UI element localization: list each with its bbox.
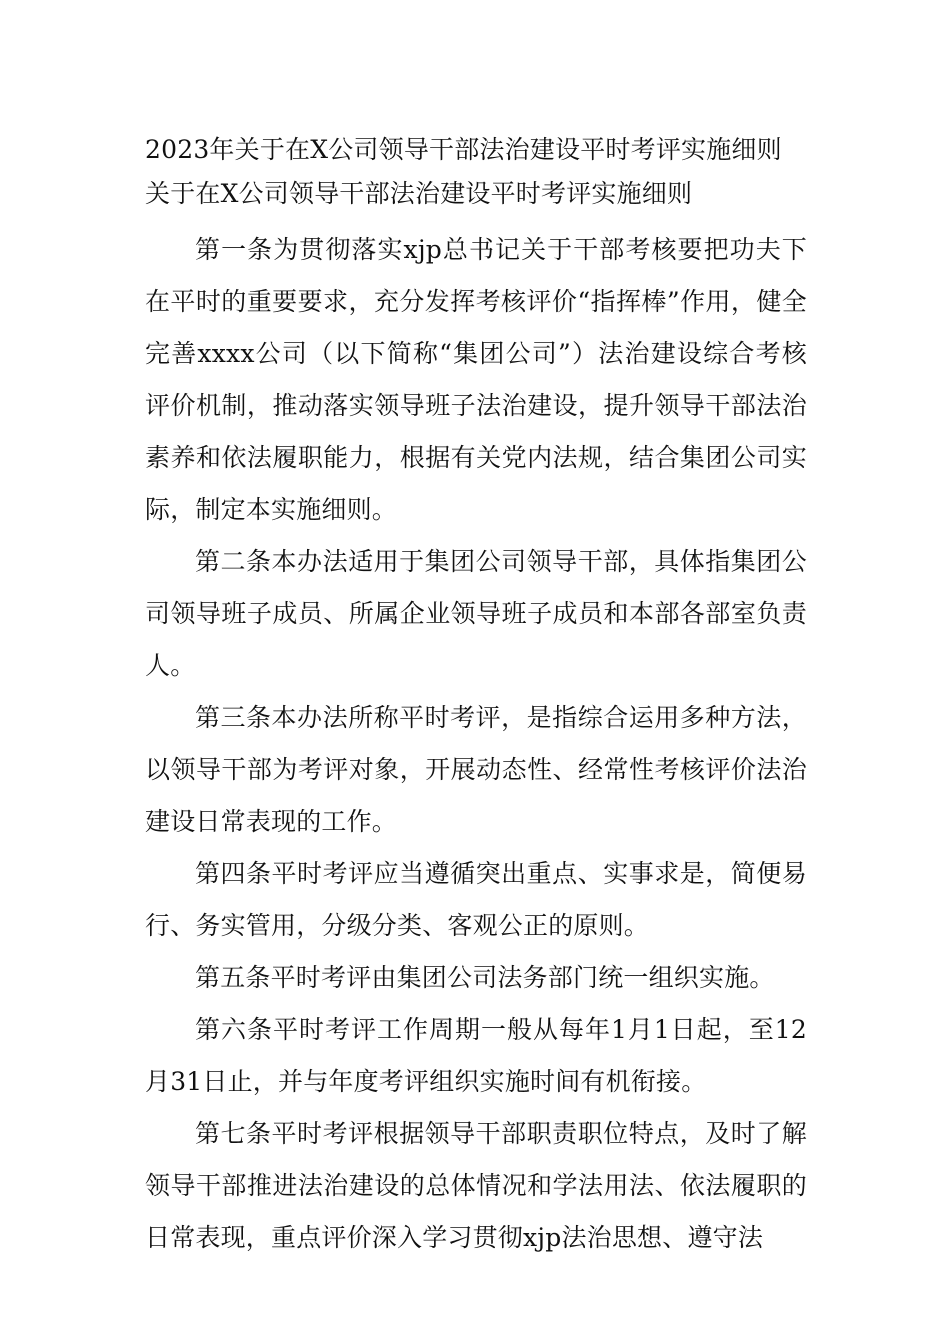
document-title: 2023年关于在X公司领导干部法治建设平时考评实施细则: [145, 135, 782, 164]
document-page: [145, 128, 807, 1264]
article-3: 第三条本办法所称平时考评，是指综合运用多种方法，以领导干部为考评对象，开展动态性、经常性考核评价法治建设日常表现的工作。: [145, 703, 807, 836]
article-1: 第一条为贯彻落实xjp总书记关于干部考核要把功夫下在平时的重要要求，充分发挥考核评价“指挥棒”作用，健全完善xxxx公司（以下简称“集团公司”）法治建设综合考核评价机制，推动落实领导班子法治建设，提升领导干部法治素养和依法履职能力，根据有关党内法规，结合集团公司实际，制定本实施细则。: [145, 235, 807, 524]
article-7: 第七条平时考评根据领导干部职责职位特点，及时了解领导干部推进法治建设的总体情况和学法用法、依法履职的日常表现，重点评价深入学习贯彻xjp法治思想、遵守法: [145, 1119, 807, 1252]
article-5: 第五条平时考评由集团公司法务部门统一组织实施。: [195, 963, 775, 992]
article-4: 第四条平时考评应当遵循突出重点、实事求是，简便易行、务实管用，分级分类、客观公正的原则。: [145, 859, 807, 940]
document-subtitle: 关于在X公司领导干部法治建设平时考评实施细则: [145, 179, 693, 208]
article-6: 第六条平时考评工作周期一般从每年1月1日起，至12月31日止，并与年度考评组织实施时间有机衔接。: [145, 1015, 807, 1096]
article-2: 第二条本办法适用于集团公司领导干部，具体指集团公司领导班子成员、所属企业领导班子成员和本部各部室负责人。: [145, 547, 807, 680]
